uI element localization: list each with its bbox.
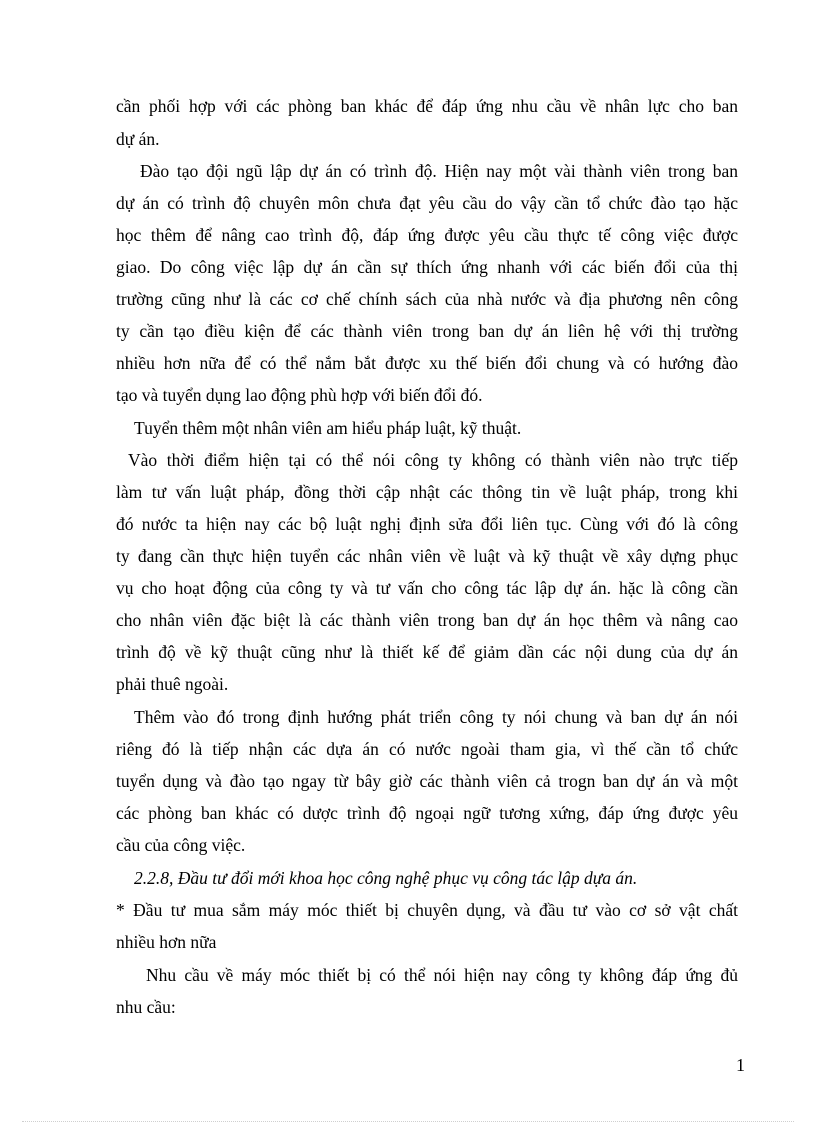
paragraph-line: Thêm vào đó trong định hướng phát triển công ty nói chung và ban dự án nói	[134, 707, 738, 727]
paragraph-line: các phòng ban khác có dược trình độ ngoại ngữ tương xứng, đáp ứng được yêu	[116, 803, 738, 823]
paragraph-line: dự án có trình độ chuyên môn chưa đạt yêu cầu do vậy cần tổ chức đào tạo hặc	[116, 193, 738, 213]
paragraph-line: học thêm để nâng cao trình độ, đáp ứng được yêu cầu thực tế công việc được	[116, 225, 738, 245]
paragraph-line: trường cũng như là các cơ chế chính sách của nhà nước và địa phương nên công	[116, 289, 738, 309]
paragraph-line: làm tư vấn luật pháp, đồng thời cập nhật các thông tin về luật pháp, trong khi	[116, 482, 738, 502]
paragraph-line: cho nhân viên đặc biệt là các thành viên trong ban dự án học thêm và nâng cao	[116, 610, 738, 630]
paragraph-line: Đào tạo đội ngũ lập dự án có trình độ. Hiện nay một vài thành viên trong ban	[140, 161, 738, 181]
paragraph-line: cầu của công việc.	[116, 835, 246, 855]
paragraph-line: nhiều hơn nữa để có thể nắm bắt được xu thế biến đổi chung và có hướng đào	[116, 353, 738, 373]
page-bottom-divider	[22, 1121, 794, 1122]
paragraph-line: giao. Do công việc lập dự án cần sự thích ứng nhanh với các biến đổi của thị	[116, 257, 738, 277]
paragraph-line: tạo và tuyển dụng lao động phù hợp với biến đổi đó.	[116, 385, 483, 405]
page-number: 1	[736, 1055, 745, 1075]
paragraph-line: Nhu cầu về máy móc thiết bị có thể nói hiện nay công ty không đáp ứng đủ	[146, 965, 738, 985]
paragraph-line: riêng đó là tiếp nhận các dựa án có nước ngoài tham gia, vì thế cần tổ chức	[116, 739, 738, 759]
paragraph-line: Vào thời điểm hiện tại có thể nói công ty không có thành viên nào trực tiếp	[128, 450, 738, 470]
paragraph-line: đó nước ta hiện nay các bộ luật nghị định sửa đổi liên tục. Cùng với đó là công	[116, 514, 738, 534]
paragraph-line: ty đang cần thực hiện tuyển các nhân viên về luật và kỹ thuật về xây dựng phục	[116, 546, 738, 566]
paragraph-line: phải thuê ngoài.	[116, 674, 229, 694]
paragraph-line: nhiều hơn nữa	[116, 932, 217, 952]
paragraph-line: * Đầu tư mua sắm máy móc thiết bị chuyên dụng, và đầu tư vào cơ sở vật chất	[116, 900, 738, 920]
paragraph-line: nhu cầu:	[116, 997, 176, 1017]
paragraph-line: trình độ về kỹ thuật cũng như là thiết kế để giảm dần các nội dung của dự án	[116, 642, 738, 662]
paragraph-line: tuyển dụng và đào tạo ngay từ bây giờ các thành viên cả trogn ban dự án và một	[116, 771, 738, 791]
section-heading: 2.2.8, Đầu tư đổi mới khoa học công nghệ phục vụ công tác lập dựa án.	[134, 868, 638, 888]
paragraph-line: dự án.	[116, 129, 160, 149]
paragraph-line: ty cần tạo điều kiện để các thành viên trong ban dự án liên hệ với thị trường	[116, 321, 738, 341]
paragraph-line: cần phối hợp với các phòng ban khác để đáp ứng nhu cầu về nhân lực cho ban	[116, 96, 738, 116]
paragraph-line: vụ cho hoạt động của công ty và tư vấn cho công tác lập dự án. hặc là công cần	[116, 578, 738, 598]
paragraph-line: Tuyển thêm một nhân viên am hiểu pháp luật, kỹ thuật.	[134, 418, 522, 438]
